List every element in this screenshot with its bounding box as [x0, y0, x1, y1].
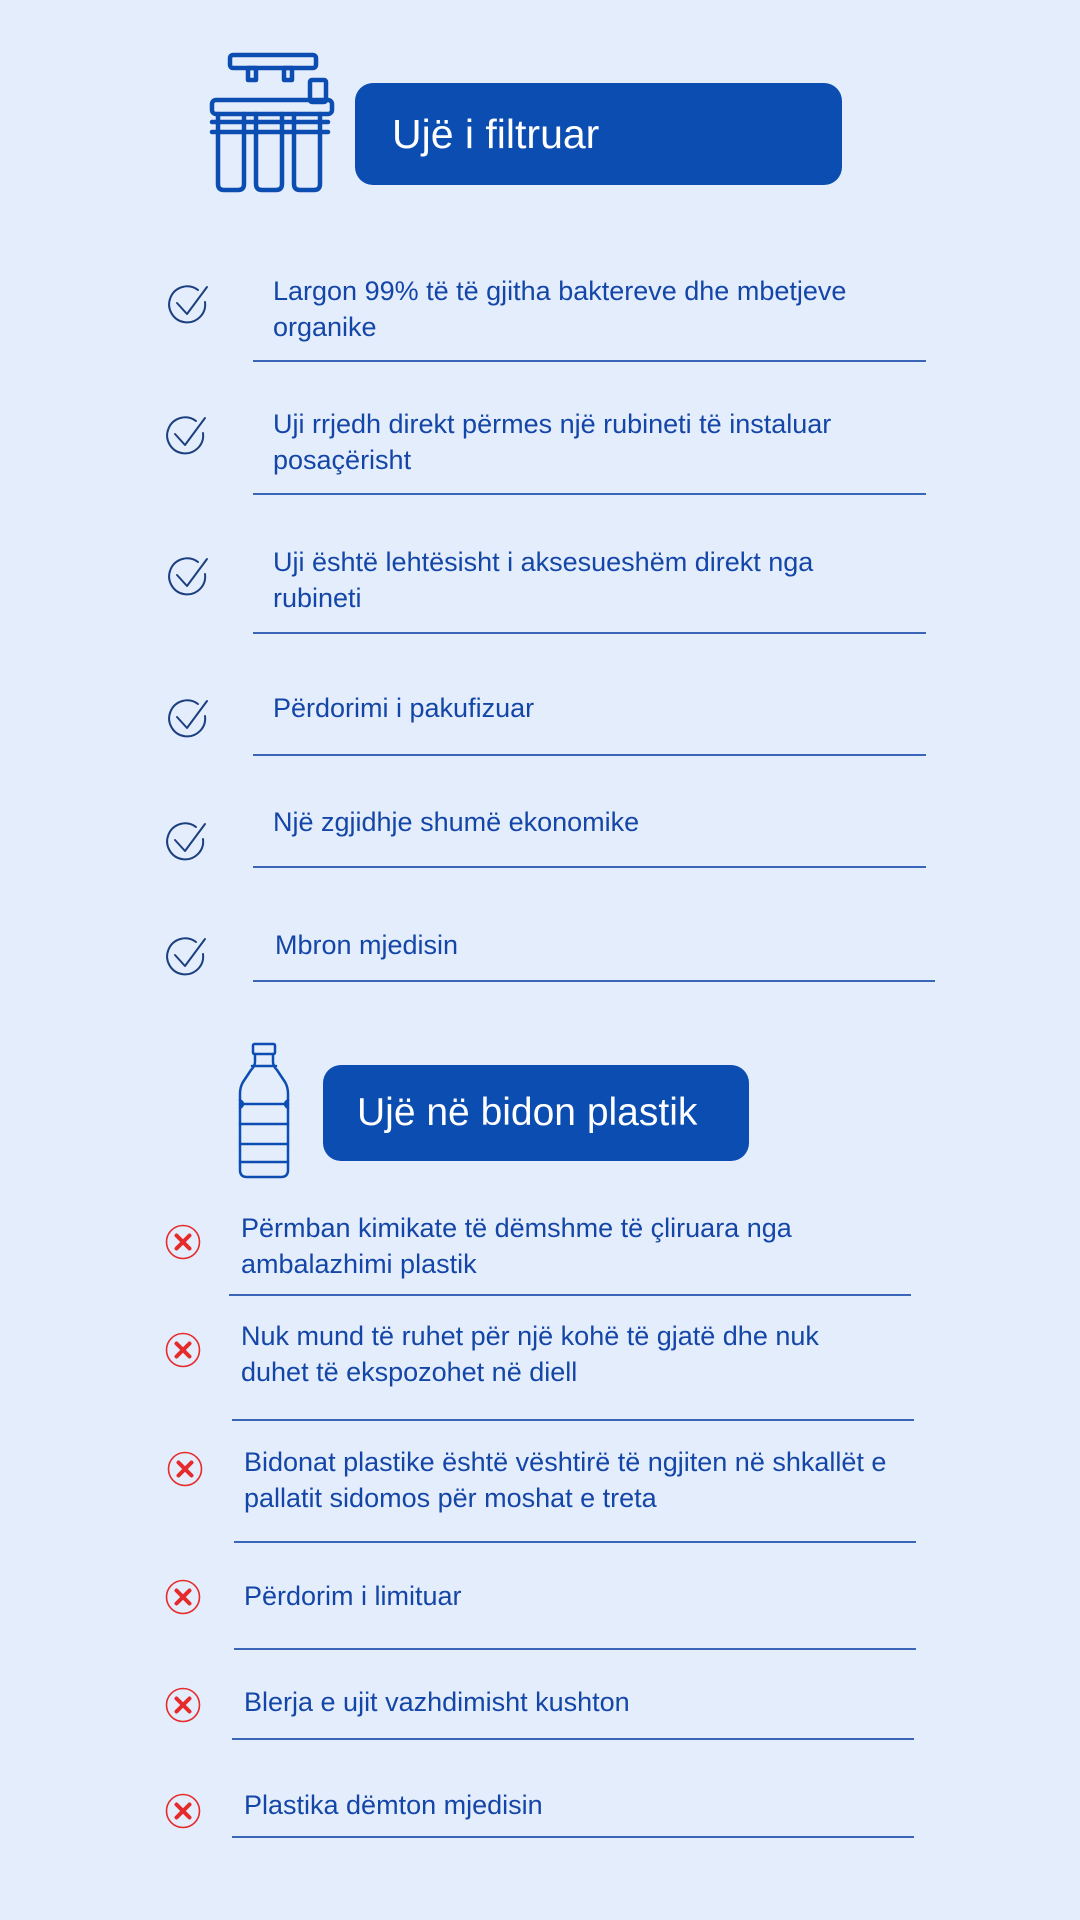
filtered-item-3: Uji është lehtësisht i aksesueshëm direkt nga rubineti: [273, 547, 814, 613]
filtered-item-1: Largon 99% të të gjitha baktereve dhe mbetjeve organike: [273, 276, 847, 342]
divider: [253, 493, 926, 495]
water-filter-icon: [208, 52, 336, 194]
filtered-water-title-text: Ujë i filtruar: [392, 110, 600, 157]
divider: [232, 1836, 914, 1838]
divider: [253, 866, 926, 868]
cross-icon: [164, 1331, 202, 1369]
divider: [253, 980, 935, 982]
check-icon: [164, 413, 208, 457]
cross-icon: [164, 1578, 202, 1616]
plastic-item-3: Bidonat plastike është vështirë të ngjiten në shkallët e pallatit sidomos për moshat e treta: [244, 1447, 887, 1513]
filtered-item-2: Uji rrjedh direkt përmes një rubineti të instaluar posaçërisht: [273, 409, 832, 475]
plastic-item-5: Blerja e ujit vazhdimisht kushton: [244, 1687, 630, 1717]
divider: [253, 632, 926, 634]
divider: [229, 1294, 911, 1296]
plastic-bottle-icon: [236, 1042, 292, 1179]
cross-icon: [164, 1792, 202, 1830]
plastic-water-title: [323, 1065, 749, 1161]
check-icon: [166, 554, 210, 598]
divider: [253, 360, 926, 362]
divider: [253, 754, 926, 756]
check-icon: [166, 282, 210, 326]
filtered-water-title: [355, 83, 842, 185]
filtered-item-5: Një zgjidhje shumë ekonomike: [273, 807, 640, 837]
filtered-item-4: Përdorimi i pakufizuar: [273, 693, 535, 723]
divider: [234, 1648, 916, 1650]
divider: [232, 1419, 914, 1421]
plastic-water-title-text: Ujë në bidon plastik: [357, 1091, 698, 1134]
plastic-item-6: Plastika dëmton mjedisin: [244, 1790, 543, 1820]
divider: [234, 1541, 916, 1543]
plastic-item-1: Përmban kimikate të dëmshme të çliruara nga ambalazhimi plastik: [241, 1213, 792, 1279]
cross-icon: [164, 1223, 202, 1261]
check-icon: [166, 696, 210, 740]
plastic-item-2: Nuk mund të ruhet për një kohë të gjatë dhe nuk duhet të ekspozohet në diell: [241, 1321, 819, 1387]
divider: [232, 1738, 914, 1740]
check-icon: [164, 934, 208, 978]
cross-icon: [166, 1450, 204, 1488]
check-icon: [164, 819, 208, 863]
filtered-item-6: Mbron mjedisin: [275, 930, 459, 960]
cross-icon: [164, 1686, 202, 1724]
plastic-item-4: Përdorim i limituar: [244, 1581, 462, 1611]
